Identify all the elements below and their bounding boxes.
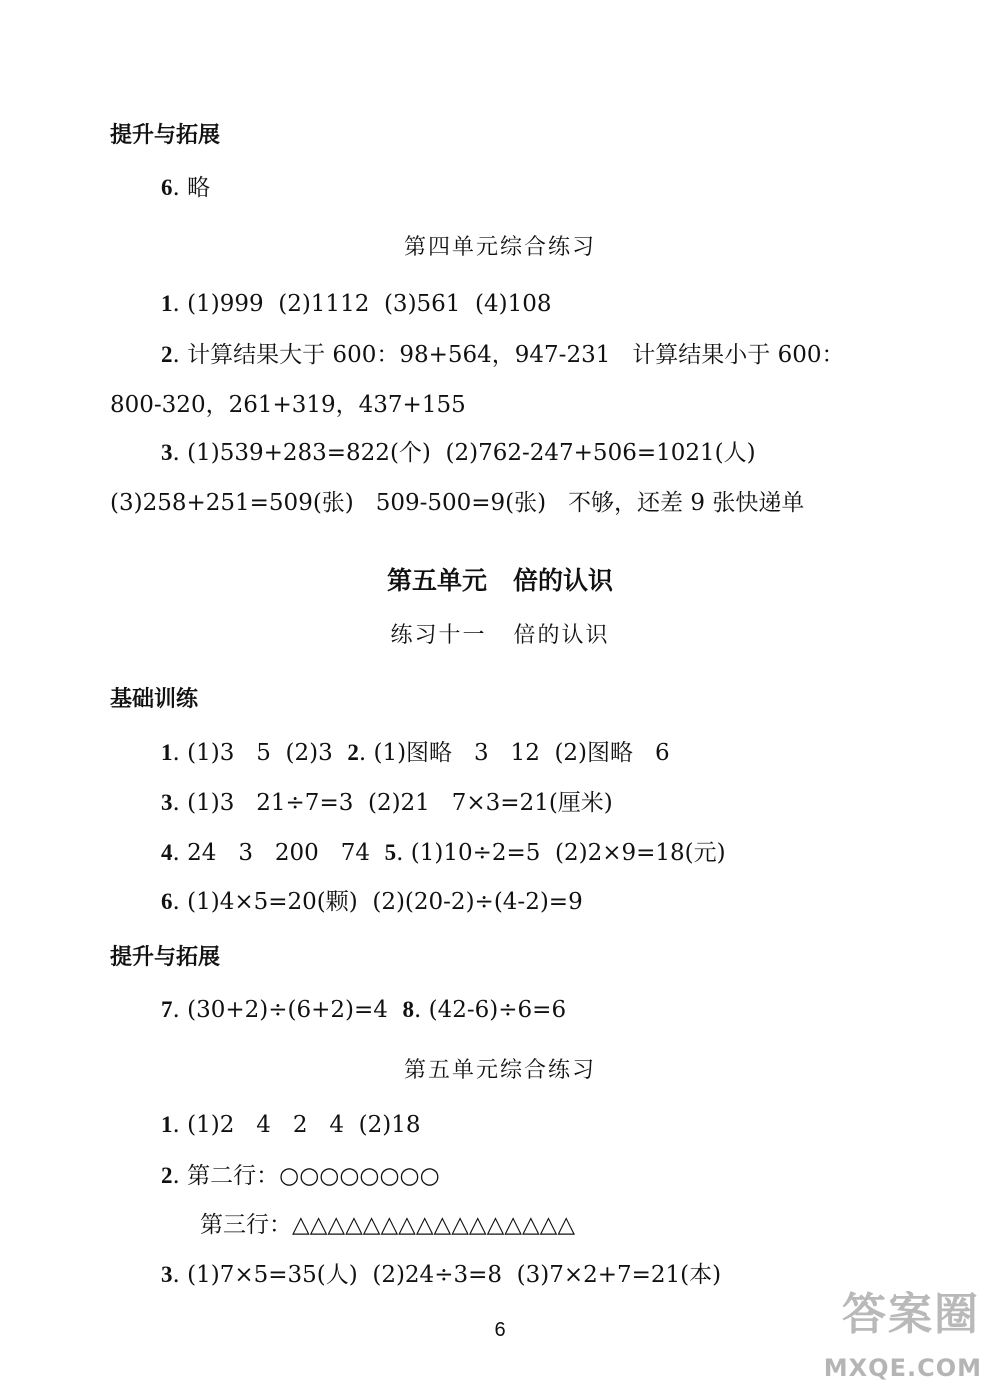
question-number: 1 <box>161 740 173 765</box>
question-number: 2 <box>161 342 173 367</box>
answer-line <box>161 995 566 1025</box>
question-number: 1 <box>161 1112 173 1137</box>
watermark-url: MXQE.COM <box>823 1354 982 1382</box>
answer-text: . 略 <box>172 175 211 201</box>
answer-text: . 第二行：○○○○○○○○ <box>172 1163 440 1189</box>
answer-line <box>161 788 613 818</box>
answer-line-continued: (3)258+251=509(张) 509-500=9(张) 不够，还差 9 张快递单 <box>110 490 805 516</box>
answer-text: . (1)3 21÷7=3 (2)21 7×3=21(厘米) <box>172 790 613 816</box>
exercise-title: 第四单元综合练习 <box>403 235 596 260</box>
question-number: 8 <box>402 997 415 1022</box>
answer-line <box>161 438 756 468</box>
answer-line <box>161 738 670 768</box>
question-number: 7 <box>161 997 173 1022</box>
question-number: 4 <box>161 840 173 865</box>
answer-text: . (1)2 4 2 4 (2)18 <box>172 1112 421 1138</box>
watermark <box>816 1290 986 1382</box>
answer-line <box>161 173 210 203</box>
answer-text: . (1)999 (2)1112 (3)561 (4)108 <box>172 291 552 317</box>
exercise-title: 第五单元综合练习 <box>403 1058 596 1083</box>
answer-text: . 计算结果大于 600：98+564，947-231 计算结果小于 600： <box>172 342 845 368</box>
page-number: 6 <box>494 1319 506 1341</box>
answer-line <box>161 1260 721 1290</box>
question-number: 3 <box>161 440 173 465</box>
answer-line <box>161 289 552 319</box>
answer-text: . (1)4×5=20(颗) (2)(20-2)÷(4-2)=9 <box>172 889 583 915</box>
question-number: 2 <box>161 1163 173 1188</box>
watermark-logo: 答案圈 <box>842 1289 980 1340</box>
answer-line <box>161 340 845 370</box>
question-number: 5 <box>384 840 397 865</box>
answer-line <box>161 838 726 868</box>
answer-line-continued: 800-320，261+319，437+155 <box>110 392 466 418</box>
answer-line-continued: 第三行：△△△△△△△△△△△△△△△△ <box>200 1212 576 1238</box>
question-number: 2 <box>347 740 359 765</box>
answer-line <box>161 1161 440 1191</box>
unit-title: 第五单元 倍的认识 <box>386 566 614 595</box>
section-heading-extension: 提升与拓展 <box>110 123 221 148</box>
question-number: 1 <box>161 291 173 316</box>
answer-line <box>161 1110 421 1140</box>
answer-text: . (1)10÷2=5 (2)2×9=18(元) <box>396 840 726 866</box>
exercise-title: 练习十一 倍的认识 <box>390 623 610 648</box>
answer-text: . (30+2)÷(6+2)=4 <box>172 997 403 1023</box>
answer-text: . (1)3 5 (2)3 <box>172 740 348 766</box>
answer-text: . (1)539+283=822(个) (2)762-247+506=1021(人) <box>172 440 756 466</box>
question-number: 3 <box>161 790 173 815</box>
question-number: 6 <box>161 889 173 914</box>
answer-text: . (42-6)÷6=6 <box>414 997 567 1023</box>
section-heading-extension: 提升与拓展 <box>110 945 221 970</box>
section-heading-basic: 基础训练 <box>110 687 199 712</box>
answer-text: . 24 3 200 74 <box>172 840 385 866</box>
question-number: 6 <box>161 175 173 200</box>
answer-text: . (1)7×5=35(人) (2)24÷3=8 (3)7×2+7=21(本) <box>172 1262 722 1288</box>
question-number: 3 <box>161 1262 173 1287</box>
answer-line <box>161 887 583 917</box>
answer-text: . (1)图略 3 12 (2)图略 6 <box>358 740 670 766</box>
